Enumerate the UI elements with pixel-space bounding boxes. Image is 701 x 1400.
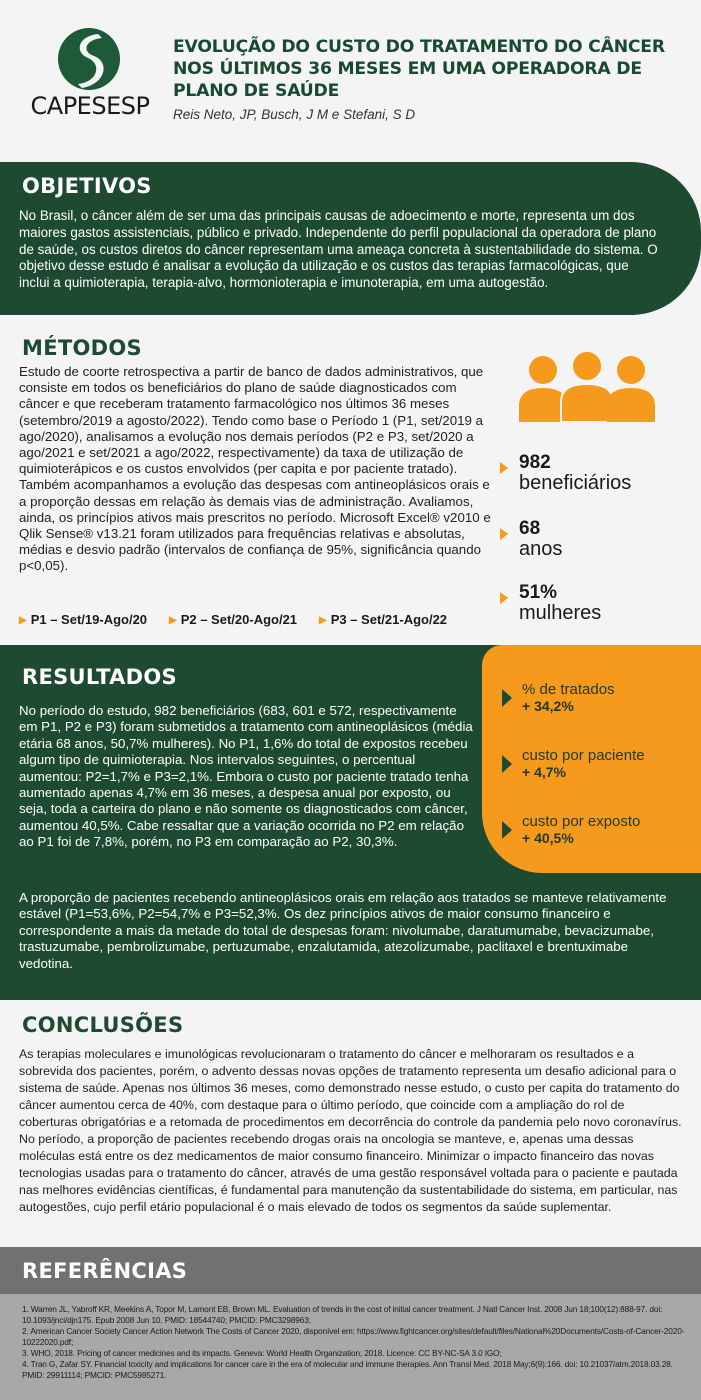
conclusoes-title: CONCLUSÕES	[22, 1013, 184, 1037]
highlights-box	[482, 645, 701, 873]
objetivos-text: No Brasil, o câncer além de ser uma das principais causas de adoecimento e morte, representa um dos maiores gastos assistenciais, público e privado. Independente do perfil populacional da operadora de plano de saúde, os custos diretos do câncer representam uma ameaça concreta à sustentabilidade do sistema. O objetivo desse estudo é analisar a evolução da utilização e os custos das terapias farmacológicas, que inclui a quimioterapia, terapia-alvo, hormonioterapia e imunoterapia, em uma autogestão.	[19, 208, 658, 291]
period-item	[319, 612, 447, 627]
referencias-title: REFERÊNCIAS	[22, 1259, 188, 1283]
triangle-icon	[500, 462, 508, 474]
triangle-icon	[502, 755, 512, 773]
triangle-icon: ▶	[169, 615, 177, 626]
reference-item: 2. American Cancer Society Cancer Action Network The Costs of Cancer 2020, disponível em: https://www.fightcancer.org/sites/default/files/National%20Documents/Costs-of-Cancer-2020-10222020.pdf;	[22, 1326, 685, 1347]
capesesp-logo	[20, 28, 160, 128]
period-item	[169, 612, 297, 627]
period-legend	[19, 612, 489, 630]
highlight-label: % de tratados	[522, 681, 615, 698]
section-resultados	[0, 645, 701, 1000]
highlight-label: custo por exposto	[522, 813, 641, 830]
metodos-text: Estudo de coorte retrospectiva a partir de banco de dados administrativos, que consiste em todos os beneficiários do plano de saúde diagnosticados com câncer e que receberam tratamento farmacológico nos últimos 36 meses (setembro/2019 a agosto/2022). Tendo como base o Período 1 (P1, set/2019 a ago/2020), analisamos a evolução nos demais períodos (P2 e P3, set/2020 a ago/2021 e set/2021 a ago/2022, respectivamente) da taxa de utilização de quimioterápicos e os custos envolvidos (per capita e por paciente tratado). Também acompanhamos a evolução das despesas com antineoplásicos orais e a proporção dessas em relação às demais vias de administração. Avaliamos, ainda, os princípios ativos mais prescritos no período. Microsoft Excel® v2010 e Qlik Sense® v13.21 foram utilizados para frequências relativas e absolutas, médias e desvio padrão (intervalos de confiança de 95%, significância quando p<0,05).	[19, 364, 491, 574]
stat-label: beneficiários	[519, 472, 632, 494]
poster-title: EVOLUÇÃO DO CUSTO DO TRATAMENTO DO CÂNCER NOS ÚLTIMOS 36 MESES EM UMA OPERADORA DE PLANO DE SAÚDE	[173, 37, 665, 101]
resultados-text-2: A proporção de pacientes recebendo antineoplásicos orais em relação aos tratados se manteve relativamente estável (P1=53,6%, P2=54,7% e P3=52,3%. Os dez princípios ativos de maior consumo financeiro e correspondente a mais da metade do total de despesas foram: nivolumabe, daratumumabe, bevacizumabe, trastuzumabe, pembrolizumabe, pertuzumabe, enzalutamida, atezolizumabe, paclitaxel e brentuximabe vedotina.	[19, 890, 667, 971]
period-item	[19, 612, 147, 627]
period-label: P3 – Set/21-Ago/22	[330, 612, 448, 627]
stat-number: 982	[519, 452, 551, 473]
reference-item: 1. Warren JL, Yabroff KR, Meekins A, Topor M, Lamont EB, Brown ML. Evaluation of trends in the cost of initial cancer treatment. J Natl Cancer Inst. 2008 Jun 18;100(12):888-97. doi: 10.1093/jnci/djn175. Epub 2008 Jun 10. PMID: 18544740; PMCID: PMC3298963;	[22, 1304, 663, 1325]
objetivos-title: OBJETIVOS	[22, 174, 152, 198]
highlight-value: + 34,2%	[522, 698, 574, 714]
stat-label: mulheres	[519, 602, 602, 624]
referencias-header	[0, 1247, 701, 1294]
logo-mark-icon	[58, 28, 120, 90]
triangle-icon	[500, 592, 508, 604]
triangle-icon	[502, 689, 512, 707]
stat-number: 51%	[519, 582, 558, 603]
reference-item: 3. WHO, 2018. Pricing of cancer medicines and its impacts. Geneva: World Health Organization; 2018. Licence: CC BY-NC-SA 3.0 IGO;	[22, 1348, 502, 1358]
highlight-value: + 40,5%	[522, 830, 574, 846]
triangle-icon: ▶	[319, 615, 327, 626]
people-icon	[517, 350, 657, 422]
metodos-title: MÉTODOS	[22, 336, 142, 360]
poster-header	[0, 0, 701, 150]
period-label: P2 – Set/20-Ago/21	[180, 612, 298, 627]
stat-number: 68	[519, 518, 541, 539]
stat-label: anos	[519, 538, 563, 560]
triangle-icon	[500, 528, 508, 540]
triangle-icon	[502, 821, 512, 839]
logo-text: CAPESESP	[30, 92, 150, 120]
reference-item: 4. Tran G, Zafar SY. Financial toxicity and implications for cancer care in the era of molecular and immune therapies. Ann Transl Med. 2018 May;6(9):166. doi: 10.21037/atm.2018.03.28. PMID: 29911114; PMCID: PMC5985271.	[22, 1359, 673, 1380]
resultados-title: RESULTADOS	[22, 665, 177, 689]
referencias-list	[22, 1304, 687, 1381]
section-objetivos	[0, 162, 701, 315]
triangle-icon: ▶	[19, 615, 27, 626]
section-referencias	[0, 1247, 701, 1400]
highlight-value: + 4,7%	[522, 764, 566, 780]
resultados-text-1: No período do estudo, 982 beneficiários (683, 601 e 572, respectivamente em P1, P2 e P3) foram submetidos a tratamento com antineoplásicos (média etária 68 anos, 50,7% mulheres). No P1, 1,6% do total de expostos recebeu algum tipo de quimioterapia. Nos intervalos seguintes, o percentual aumentou: P2=1,7% e P3=2,1%. Embora o custo por paciente tratado tenha aumentado apenas 4,7% em 36 meses, a despesa anual por exposto, ou seja, toda a carteira do plano e não somente os diagnosticados com câncer, aumentou 40,5%. Cabe ressaltar que a variação ocorrida no P2 em relação ao P1 foi de 7,8%, porém, no P3 em comparação ao P2, 30,3%.	[19, 703, 473, 850]
poster-authors: Reis Neto, JP, Busch, J M e Stefani, S D	[173, 107, 416, 122]
conclusoes-text: As terapias moleculares e imunológicas revolucionaram o tratamento do câncer e melhoraram os resultados e a sobrevida dos pacientes, porém, o advento dessas novas opções de tratamento representa um desafio adicional para o sistema de saúde. Apenas nos últimos 36 meses, como demonstrado nesse estudo, o custo per capita do tratamento do câncer aumentou cerca de 40%, com destaque para o último período, que coincide com a ampliação do rol de coberturas obrigatórias e a retomada de procedimentos em decorrência do controle da pandemia pelo novo coronavírus. No período, a proporção de pacientes recebendo drogas orais na oncologia se manteve, e, apenas uma dessas moléculas está entre os dez medicamentos de maior consumo financeiro. Minimizar o impacto financeiro das novas tecnologias usadas para o tratamento do câncer, através de uma gestão responsável voltada para o paciente e pautada nas melhores evidências científicas, é fundamental para manutenção da sustentabilidade do sistema, em particular, nas autogestões, cujo perfil etário populacional é o mais elevado de todos os segmentos da saúde suplementar.	[19, 1047, 682, 1214]
highlight-label: custo por paciente	[522, 747, 645, 764]
period-label: P1 – Set/19-Ago/20	[30, 612, 148, 627]
